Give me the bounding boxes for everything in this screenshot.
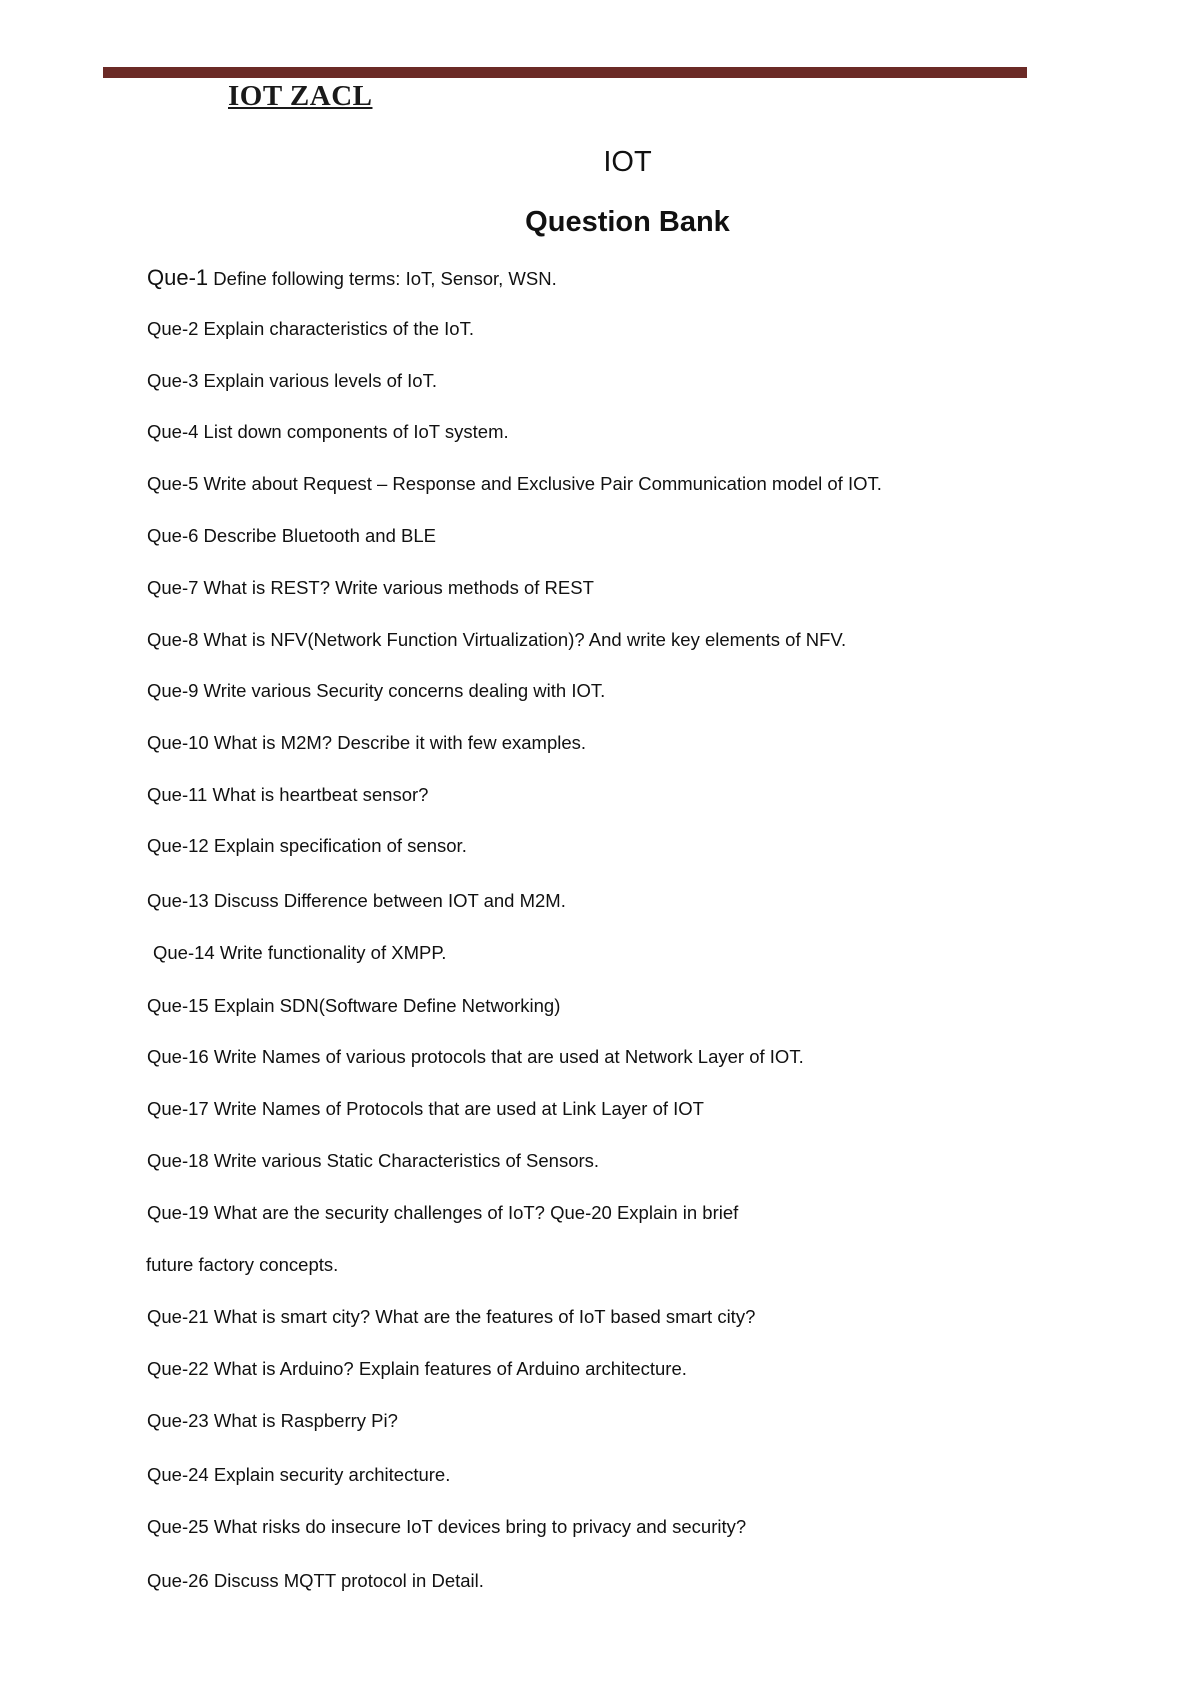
question-number: Que-9 [147,680,199,701]
question-number: Que-17 [147,1098,209,1119]
question-item [147,318,474,340]
question-number: Que-11 [147,784,208,805]
question-text: What is heartbeat sensor? [207,784,429,805]
question-item [153,942,446,964]
question-number: Que-2 [147,318,199,339]
question-item [147,1306,755,1328]
question-item [147,732,586,754]
question-number: Que-6 [147,525,199,546]
question-item [147,680,605,702]
question-text: Explain characteristics of the IoT. [198,318,474,339]
question-number: Que-26 [147,1570,209,1591]
question-continuation [146,1254,338,1276]
question-number: Que-14 [153,942,215,963]
question-number: Que-12 [147,835,209,856]
question-number: Que-13 [147,890,209,911]
question-item [147,1410,398,1432]
question-text: future factory concepts. [146,1254,339,1275]
question-text: What is REST? Write various methods of REST [198,577,594,598]
question-number: Que-15 [147,995,209,1016]
question-text: Define following terms: IoT, Sensor, WSN. [208,268,557,289]
question-item [147,577,594,599]
question-number: Que-16 [147,1046,209,1067]
question-item [147,265,557,291]
question-item [147,421,509,443]
question-item [147,890,566,912]
question-number: Que-21 [147,1306,209,1327]
question-item [147,1202,738,1224]
question-text: Discuss MQTT protocol in Detail. [208,1570,484,1591]
question-text: What is M2M? Describe it with few examples. [208,732,587,753]
page-title: IOT [603,146,652,178]
question-text: What risks do insecure IoT devices bring to privacy and security? [208,1516,747,1537]
question-number: Que-10 [147,732,209,753]
question-item [147,1358,687,1380]
question-number: Que-5 [147,473,199,494]
question-number: Que-24 [147,1464,209,1485]
question-text: Explain security architecture. [208,1464,451,1485]
header-rule [103,67,1027,78]
question-text: List down components of IoT system. [198,421,509,442]
question-number: Que-7 [147,577,199,598]
question-number: Que-18 [147,1150,209,1171]
question-text: What is NFV(Network Function Virtualization)? And write key elements of NFV. [198,629,847,650]
question-text: Write various Static Characteristics of Sensors. [208,1150,600,1171]
question-number: Que-25 [147,1516,209,1537]
question-number: Que-8 [147,629,199,650]
question-text: Write functionality of XMPP. [214,942,447,963]
question-item [147,1516,746,1538]
question-text: Write Names of Protocols that are used at Link Layer of IOT [208,1098,704,1119]
question-text: Write various Security concerns dealing with IOT. [198,680,606,701]
header-label: IOT ZACL [228,80,373,112]
question-text: Write about Request – Response and Exclusive Pair Communication model of IOT. [198,473,882,494]
question-number: Que-3 [147,370,199,391]
question-item [147,1098,704,1120]
question-item [147,370,437,392]
question-text: Describe Bluetooth and BLE [198,525,436,546]
question-text: Explain specification of sensor. [208,835,467,856]
question-item [147,1046,804,1068]
question-item [147,473,882,495]
question-item [147,784,428,806]
question-item [147,1570,484,1592]
question-item [147,995,560,1017]
question-item [147,1150,599,1172]
question-text: What is Raspberry Pi? [208,1410,398,1431]
question-text: Discuss Difference between IOT and M2M. [208,890,566,911]
question-text: What is Arduino? Explain features of Arduino architecture. [208,1358,687,1379]
question-text: What is smart city? What are the features of IoT based smart city? [208,1306,756,1327]
question-text: Explain various levels of IoT. [198,370,437,391]
question-number: Que-1 [147,265,209,290]
question-number: Que-23 [147,1410,209,1431]
question-number: Que-4 [147,421,199,442]
question-item [147,525,436,547]
question-item [147,835,467,857]
question-number: Que-19 [147,1202,209,1223]
question-number: Que-22 [147,1358,209,1379]
question-text: Write Names of various protocols that are used at Network Layer of IOT. [208,1046,804,1067]
page-subtitle: Question Bank [525,206,730,238]
question-text: What are the security challenges of IoT? Que-20 Explain in brief [208,1202,739,1223]
question-text: Explain SDN(Software Define Networking) [208,995,561,1016]
question-item [147,629,846,651]
question-item [147,1464,450,1486]
